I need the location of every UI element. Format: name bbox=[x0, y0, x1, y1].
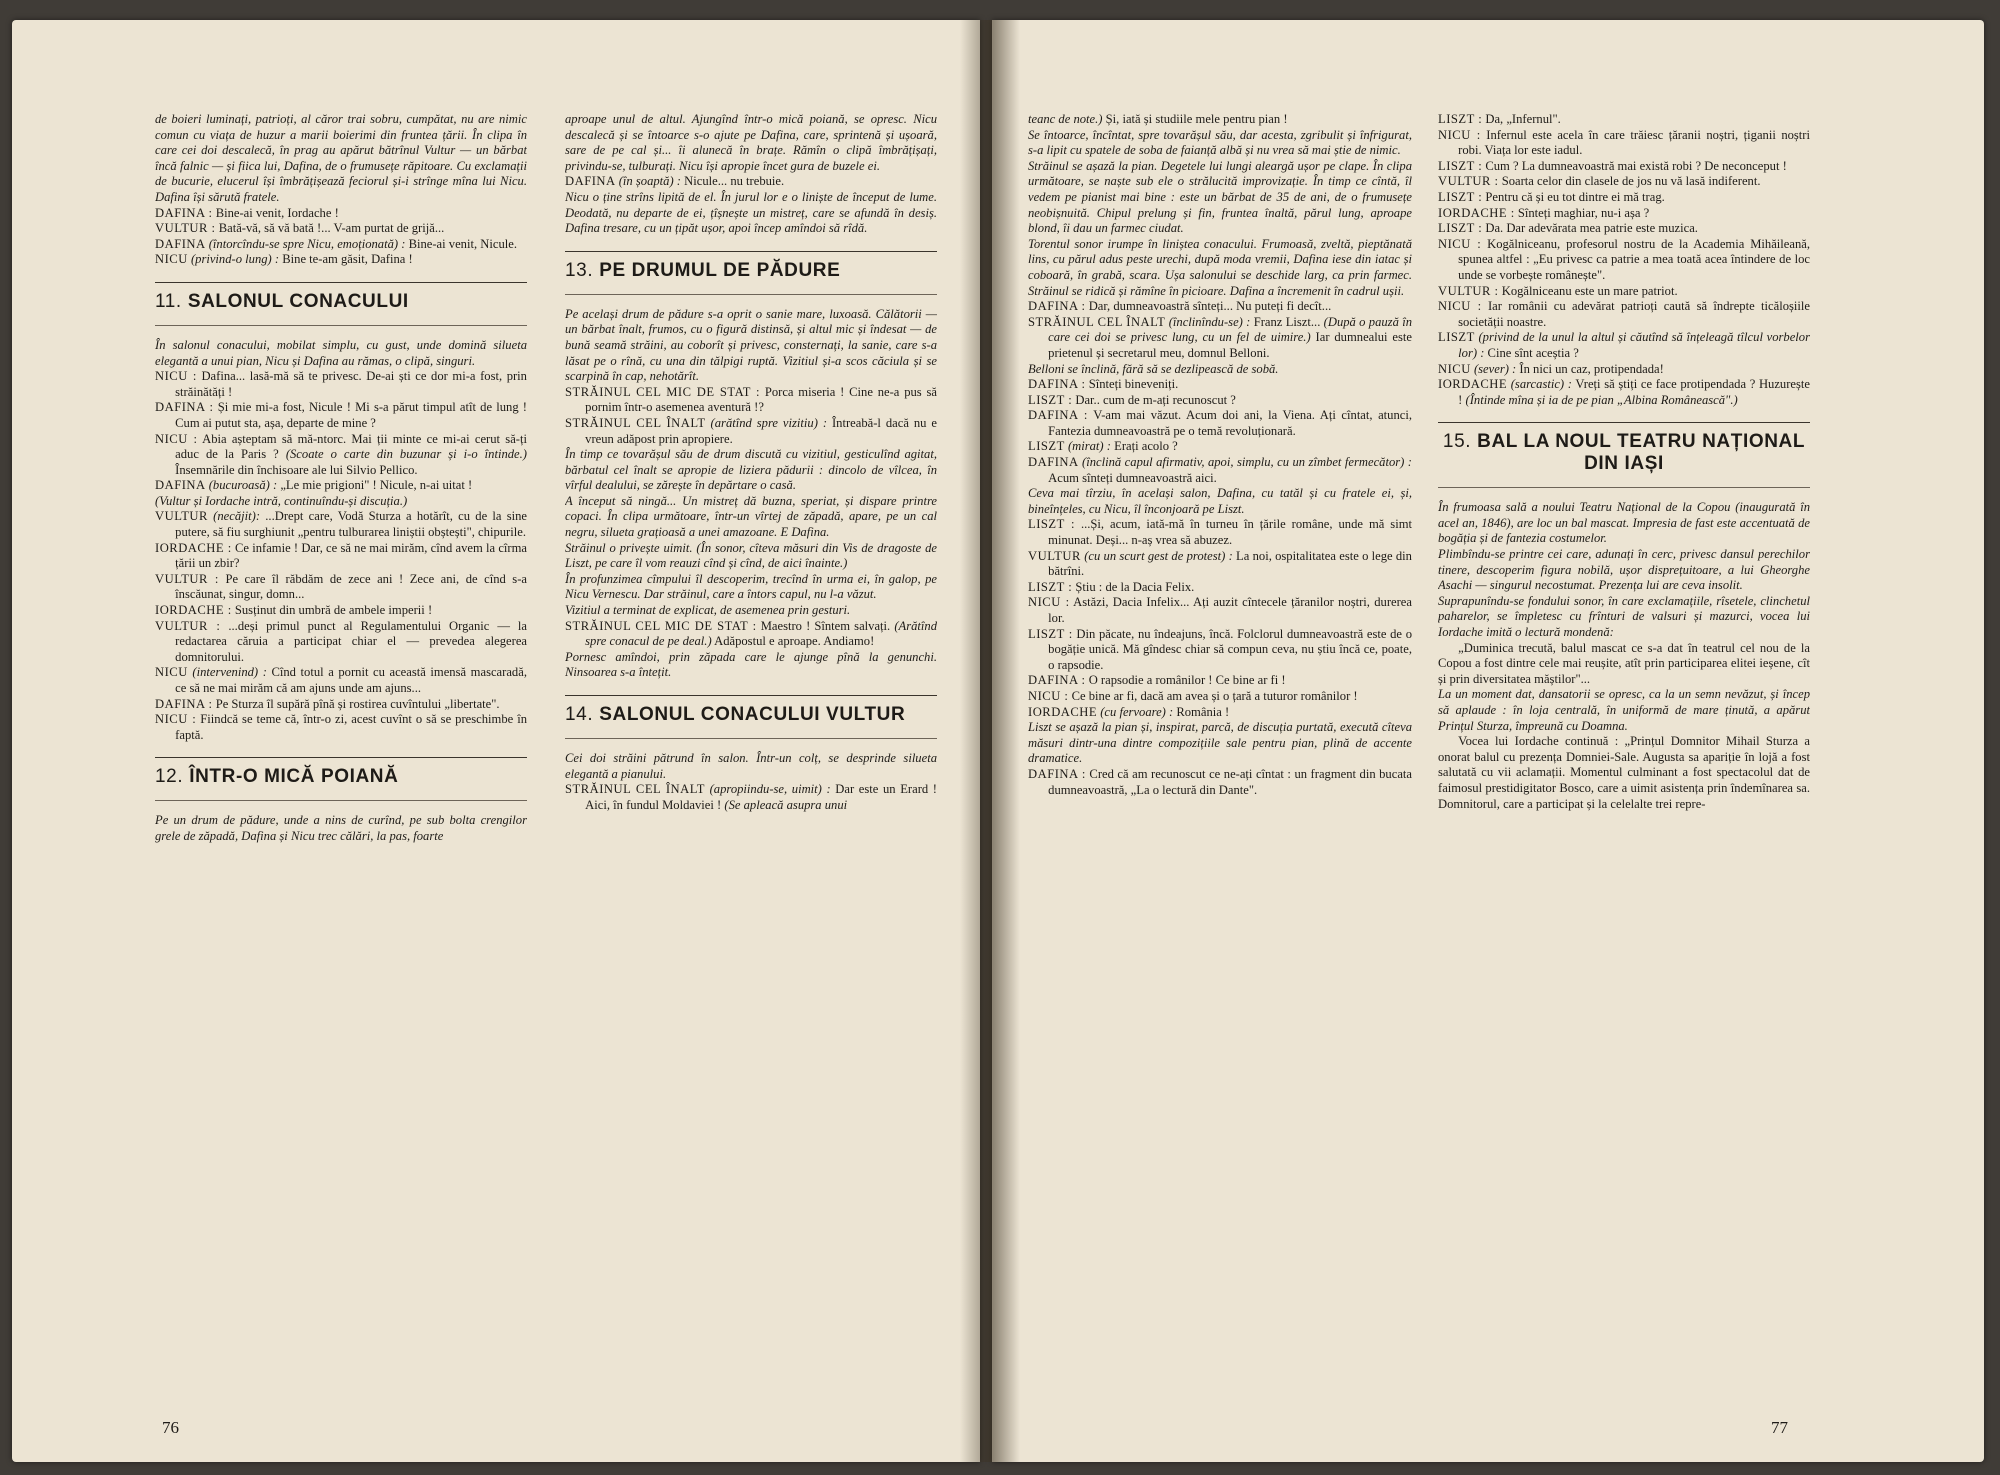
stage-direction-paragraph bbox=[155, 494, 527, 510]
stage-direction-paragraph bbox=[565, 447, 937, 494]
speaker-name: VULTUR : bbox=[155, 221, 216, 236]
dialogue-line bbox=[155, 603, 527, 619]
dialogue-text: Din păcate, nu îndeajuns, încă. Folclorul dumneavoastră este de o bogăție unică. Mă gîndesc chiar să compun ceva, nu știu încă ce, poate, o rapsodie. bbox=[1048, 626, 1412, 672]
dialogue-line bbox=[155, 206, 527, 222]
stage-direction-paragraph bbox=[1438, 547, 1810, 594]
speaker-name: NICU : bbox=[1028, 595, 1070, 610]
dialogue-line bbox=[1028, 580, 1412, 596]
speaker-name: VULTUR bbox=[155, 509, 208, 524]
stage-direction-paragraph bbox=[1438, 687, 1810, 734]
stage-direction-paragraph bbox=[565, 112, 937, 174]
dialogue-text: Kogălniceanu, profesorul nostru de la Academia Mihăileană, spunea altfel : „Eu privesc ca patrie a mea toată acea întindere de loc unde se vorbește românește". bbox=[1458, 236, 1810, 282]
speaker-name: VULTUR : bbox=[1438, 283, 1499, 298]
dialogue-text: Bine te-am găsit, Dafina ! bbox=[282, 252, 413, 267]
left-page-column-1 bbox=[155, 112, 527, 1392]
book-gutter bbox=[960, 20, 1020, 1462]
speaker-name: DAFINA : bbox=[1028, 673, 1086, 688]
speaker-name: NICU : bbox=[155, 369, 197, 384]
dialogue-text: „Le mie prigioni" ! Nicule, n-ai uitat ! bbox=[280, 478, 473, 493]
stage-direction: (privind-o lung) : bbox=[190, 252, 280, 267]
dialogue-text: ...Și, acum, iată-mă în turneu în țările române, unde mă simt minunat. Deși... n-aș vrea să abuzez. bbox=[1048, 517, 1412, 548]
stage-direction-text: Ceva mai tîrziu, în același salon, Dafina, cu tatăl și cu fratele ei, și, bineînțeles, cu Nicu, îl înconjoară pe Liszt. bbox=[1028, 486, 1412, 516]
section-title-text: SALONUL CONACULUI VULTUR bbox=[599, 704, 906, 725]
speaker-name: LISZT : bbox=[1028, 392, 1073, 407]
speaker-name: LISZT : bbox=[1028, 579, 1073, 594]
section-title bbox=[155, 291, 527, 326]
dialogue-text: Și mie mi-a fost, Nicule ! Mi s-a părut timpul atît de lung ! Cum ai putut sta, așa, departe de mine ? bbox=[175, 400, 527, 430]
section-number: 15. bbox=[1442, 431, 1472, 453]
dialogue-text: ...Drept care, Vodă Sturza a hotărît, cu de la sine putere, să fiu surghiunit „pentru tulburarea liniștii obștești", chipurile. bbox=[175, 509, 527, 540]
dialogue-line bbox=[1028, 627, 1412, 674]
dialogue-text: V-am mai văzut. Acum doi ani, la Viena. Ați cîntat, atunci, Fantezia dumneavoastră pe o temă revoluționară. bbox=[1048, 408, 1412, 438]
dialogue-line bbox=[1028, 549, 1412, 580]
dialogue-line bbox=[1028, 408, 1412, 439]
speaker-name: DAFINA bbox=[565, 174, 616, 189]
dialogue-line bbox=[155, 369, 527, 400]
speaker-name: LISZT bbox=[1028, 439, 1065, 454]
speaker-name: DAFINA : bbox=[1028, 299, 1086, 314]
dialogue-text: Dar este un Erard ! Aici, în fundul Moldaviei ! bbox=[585, 782, 937, 812]
dialogue-text: Fiindcă se teme că, într-o zi, acest cuvînt o să se preschimbe în faptă. bbox=[175, 712, 527, 742]
speaker-name: DAFINA : bbox=[1028, 408, 1088, 423]
speaker-name: DAFINA : bbox=[1028, 766, 1086, 781]
right-page-column-1 bbox=[1028, 112, 1412, 1392]
dialogue-line bbox=[1438, 377, 1810, 408]
stage-direction-paragraph bbox=[565, 603, 937, 619]
dialogue-text: Astăzi, Dacia Infelix... Ați auzit cîntecele țăranilor noștri, durerea lor. bbox=[1048, 595, 1412, 625]
section-number: 13. bbox=[565, 259, 594, 281]
speaker-name: DAFINA : bbox=[155, 696, 213, 711]
speaker-name: NICU : bbox=[1438, 127, 1481, 142]
speaker-name: IORDACHE : bbox=[155, 540, 232, 555]
dialogue-line bbox=[1028, 299, 1412, 315]
speaker-name: LISZT : bbox=[1438, 112, 1483, 126]
dialogue-text: Adăpostul e aproape. Andiamo! bbox=[714, 634, 875, 649]
dialogue-text: O rapsodie a românilor ! Ce bine ar fi ! bbox=[1088, 673, 1286, 688]
section-heading-block bbox=[155, 757, 527, 801]
dialogue-text: Maestro ! Sîntem salvați. bbox=[760, 618, 891, 633]
section-title-text: BAL LA NOUL TEATRU NAȚIONAL DIN IAȘI bbox=[1477, 431, 1806, 475]
dialogue-line bbox=[155, 697, 527, 713]
dialogue-text: Soarta celor din clasele de jos nu vă lasă indiferent. bbox=[1501, 174, 1761, 189]
right-page bbox=[992, 20, 1984, 1462]
speaker-name: NICU : bbox=[1438, 299, 1482, 314]
stage-direction: (Se apleacă asupra unui bbox=[724, 797, 848, 812]
stage-direction-text: teanc de note.) bbox=[1028, 112, 1103, 126]
dialogue-line bbox=[1438, 128, 1810, 159]
stage-direction-text: În salonul conacului, mobilat simplu, cu gust, unde domină silueta elegantă a unui pian, Nicu și Dafina au rămas, o clipă, singuri. bbox=[155, 337, 527, 368]
section-number: 14. bbox=[565, 704, 594, 725]
dialogue-text: Abia așteptam să mă-ntorc. Mai ții minte ce mi-ai cerut să-ți aduc de la Paris ? bbox=[175, 431, 527, 462]
stage-direction-text: Străinul se așază la pian. Degetele lui lungi aleargă ușor pe clape. În clipa următoare, se naște sub ele o strălucită improvizație. În timp ce cîntă, îl vedem pe pianist mai bine : este un bărbat de 35 de ani, de o frumusețe neobișnuită. Chipul prelung și fin, fruntea înaltă, părul lung, aproape blond, îi dau un farmec ciudat. bbox=[1028, 158, 1412, 236]
section-title bbox=[1438, 431, 1810, 488]
dialogue-text: Erați acolo ? bbox=[1114, 439, 1178, 454]
stage-direction-text: În frumoasa sală a noului Teatru Național de la Copou (inaugurată în acel an, 1846), are loc un bal mascat. Impresia de fast este accentuată de bogăția și de fantezia costumelor. bbox=[1438, 500, 1810, 546]
stage-direction: (apropiindu-se, uimit) : bbox=[709, 782, 831, 797]
dialogue-text: Cine sînt aceștia ? bbox=[1487, 345, 1579, 360]
dialogue-line bbox=[1028, 315, 1412, 362]
stage-direction-text: Suprapunîndu-se fondului sonor, în care exclamațiile, rîsetele, clinchetul paharelor, se împletesc cu frînturi de valsuri și mazurci, vocea lui Iordache imită o lectură mondenă: bbox=[1438, 593, 1810, 640]
section-title-text: PE DRUMUL DE PĂDURE bbox=[599, 259, 841, 281]
dialogue-line bbox=[1028, 673, 1412, 689]
stage-direction: (bucuroasă) : bbox=[208, 478, 278, 493]
dialogue-line bbox=[1028, 689, 1412, 705]
dialogue-line bbox=[155, 237, 527, 253]
dialogue-text: Bine-ai venit, Nicule. bbox=[408, 236, 517, 251]
speaker-name: STRĂINUL CEL ÎNALT bbox=[1028, 314, 1166, 329]
stage-direction-paragraph bbox=[1028, 486, 1412, 517]
section-title-text: SALONUL CONACULUI bbox=[187, 290, 409, 312]
speaker-name: NICU bbox=[1438, 361, 1471, 376]
dialogue-text: Infernul este acela în care trăiesc țăranii noștri, țiganii noștri robi. Viața lor este iadul. bbox=[1458, 127, 1810, 158]
narration-paragraph: Vocea lui Iordache continuă : „Prințul Domnitor Mihail Sturza a onorat balul cu prezența Domniei-Sale. Augusta sa apariție în lojă a fost salutată cu vii aclamații. Momentul culminant a fost spectacolul dat de faimosul prestidigitator Bosco, care a uimit asistența prin îndemînarea sa. Domnitorul, care a participat și la celelalte trei repre- bbox=[1438, 734, 1810, 811]
section-title bbox=[565, 260, 937, 295]
right-page-column-2 bbox=[1438, 112, 1810, 1392]
stage-direction: (Scoate o carte din buzunar și i-o întinde.) bbox=[285, 447, 527, 462]
stage-direction-paragraph bbox=[1028, 237, 1412, 299]
speaker-name: NICU bbox=[155, 252, 188, 267]
stage-direction: (Arătînd spre conacul de pe deal.) bbox=[585, 618, 937, 649]
stage-direction: (cu un scurt gest de protest) : bbox=[1084, 548, 1233, 563]
dialogue-line bbox=[1438, 206, 1810, 222]
stage-direction-paragraph bbox=[1028, 720, 1412, 767]
stage-direction: (necăjit): bbox=[213, 509, 261, 524]
stage-direction-text: Plimbîndu-se printre cei care, adunați în cerc, privesc dansul perechilor tinere, descoperim figura nobilă, ușor disprețuitoare, a lui Gheorghe Asachi — singurul necostumat. Prezența lui are ceva insolit. bbox=[1438, 547, 1810, 593]
dialogue-text: Dar, dumneavoastră sînteți... Nu puteți fi decît... bbox=[1088, 299, 1332, 314]
stage-direction: (înclină capul afirmativ, apoi, simplu, cu un zîmbet fermecător) : bbox=[1082, 455, 1412, 470]
section-number: 12. bbox=[155, 766, 184, 788]
stage-direction-text: Vizitiul a terminat de explicat, de asemenea prin gesturi. bbox=[565, 603, 851, 618]
stage-direction-text: Belloni se înclină, fără să se dezlipească de sobă. bbox=[1028, 361, 1279, 376]
dialogue-text: Ce bine ar fi, dacă am avea și o țară a tuturor românilor ! bbox=[1071, 688, 1358, 703]
stage-direction-paragraph bbox=[565, 190, 937, 237]
dialogue-text: Acum sînteți dumneavoastră aici. bbox=[1048, 470, 1217, 485]
left-page bbox=[12, 20, 980, 1462]
speaker-name: IORDACHE bbox=[1438, 377, 1508, 392]
stage-direction: (mirat) : bbox=[1067, 439, 1111, 454]
stage-direction-text: La un moment dat, dansatorii se opresc, ca la un semn nevăzut, și încep să aplaude : în loja centrală, în uniformă de mare ținută, a apărut Prințul Sturza, împreună cu Doamna. bbox=[1438, 687, 1810, 733]
speaker-name: IORDACHE : bbox=[155, 603, 232, 618]
dialogue-text: Cum ? La dumneavoastră mai există robi ? De neconceput ! bbox=[1485, 158, 1787, 173]
section-heading-block bbox=[565, 695, 937, 739]
dialogue-line bbox=[1438, 190, 1810, 206]
speaker-name: VULTUR bbox=[1028, 548, 1081, 563]
dialogue-text: Iar dumnealui este prietenul și secretarul meu, domnul Belloni. bbox=[1048, 330, 1412, 360]
dialogue-text: Porca miseria ! Cine ne-a pus să pornim într-o asemenea aventură !? bbox=[585, 384, 937, 415]
stage-direction-paragraph bbox=[565, 541, 937, 572]
speaker-name: DAFINA bbox=[1028, 455, 1079, 470]
dialogue-text: Dar.. cum de m-ați recunoscut ? bbox=[1075, 392, 1236, 407]
dialogue-line bbox=[155, 432, 527, 479]
dialogue-text: Bată-vă, să vă bată !... V-am purtat de grijă... bbox=[218, 221, 445, 236]
speaker-name: DAFINA bbox=[155, 236, 206, 251]
section-heading-block bbox=[155, 282, 527, 326]
speaker-name: NICU : bbox=[155, 712, 197, 727]
dialogue-line bbox=[155, 252, 527, 268]
dialogue-text: România ! bbox=[1176, 704, 1230, 719]
dialogue-text: Da. Dar adevărata mea patrie este muzica. bbox=[1485, 221, 1698, 236]
speaker-name: STRĂINUL CEL ÎNALT bbox=[565, 415, 706, 430]
stage-direction-paragraph bbox=[1028, 128, 1412, 159]
speaker-name: DAFINA : bbox=[155, 400, 214, 415]
stage-direction-paragraph bbox=[565, 751, 937, 782]
dialogue-line bbox=[155, 712, 527, 743]
dialogue-line bbox=[1438, 237, 1810, 284]
dialogue-text: Ce infamie ! Dar, ce să ne mai mirăm, cînd avem la cîrma țării un zbir? bbox=[175, 540, 527, 571]
speaker-name: VULTUR : bbox=[1438, 174, 1499, 189]
stage-direction-text: Străinul o privește uimit. (În sonor, cîteva măsuri din Vis de dragoste de Liszt, pe care îl vom reauzi cînd și cînd, de aici înainte.) bbox=[565, 540, 937, 571]
dialogue-text: La noi, ospitalitatea este o lege din bătrîni. bbox=[1048, 548, 1412, 579]
dialogue-text: În nici un caz, protipendada! bbox=[1519, 361, 1664, 376]
dialogue-text: Întreabă-l dacă nu e vreun adăpost prin apropiere. bbox=[585, 415, 937, 446]
dialogue-line bbox=[1028, 595, 1412, 626]
stage-direction: (cu fervoare) : bbox=[1100, 704, 1174, 719]
dialogue-text: Sînteți maghiar, nu-i așa ? bbox=[1517, 205, 1650, 220]
dialogue-text: Vreți să știți ce face protipendada ? Huzurește ! bbox=[1458, 377, 1810, 407]
dialogue-line bbox=[1028, 455, 1412, 486]
speaker-name: NICU : bbox=[155, 431, 198, 446]
speaker-name: STRĂINUL CEL MIC DE STAT : bbox=[565, 618, 757, 633]
dialogue-text: ...deși primul punct al Regulamentului Organic — la redactarea căruia a participat chiar el — prevedea alegerea domnitorului. bbox=[175, 618, 527, 664]
stage-direction-text: Pe același drum de pădure s-a oprit o sanie mare, luxoasă. Călătorii — un bărbat înalt, frumos, cu o figură distinsă, și altul mic și îndesat — de bună seamă străini, au coborît și privesc, consternați, la sanie, care s-a lăsat pe o rînă, cu una din tălpigi ruptă. Vizitiul și-a scos căciula și se scarpină în cap, nehotărît. bbox=[565, 306, 937, 384]
dialogue-line bbox=[155, 572, 527, 603]
speaker-name: VULTUR : bbox=[155, 618, 221, 633]
dialogue-line bbox=[155, 478, 527, 494]
speaker-name: STRĂINUL CEL MIC DE STAT : bbox=[565, 384, 761, 399]
stage-direction: (intervenind) : bbox=[192, 665, 267, 680]
dialogue-line bbox=[565, 619, 937, 650]
stage-direction-text: Nicu o ține strîns lipită de el. În jurul lor e o liniște de început de lume. Deodată, nu departe de ei, țîșnește un mistreț, care se afundă în desiș. Dafina tresare, cu un țipăt ușor, apoi încep amîndoi să rîdă. bbox=[565, 189, 937, 236]
dialogue-text: Iar românii cu adevărat patrioți caută să îndrepte ticăloșiile societății noastre. bbox=[1458, 299, 1810, 329]
dialogue-text: Însemnările din închisoare ale lui Silvio Pellico. bbox=[175, 462, 418, 477]
speaker-name: DAFINA : bbox=[1028, 377, 1086, 392]
speaker-name: IORDACHE bbox=[1028, 704, 1098, 719]
stage-direction: (După o pauză în care cei doi se privesc lung, cu un fel de uimire.) bbox=[1048, 314, 1412, 345]
speaker-name: NICU : bbox=[1438, 236, 1482, 251]
stage-direction-paragraph bbox=[1028, 362, 1412, 378]
left-page-column-2 bbox=[565, 112, 937, 1392]
stage-direction-text: Cei doi străini pătrund în salon. Într-un colț, se desprinde silueta elegantă a pianului. bbox=[565, 751, 937, 781]
speaker-name: DAFINA bbox=[155, 478, 206, 493]
stage-direction: (sarcastic) : bbox=[1510, 377, 1572, 392]
stage-direction: (întorcîndu-se spre Nicu, emoționată) : bbox=[208, 236, 406, 251]
page-number-right: 77 bbox=[1771, 1418, 1788, 1437]
stage-direction: (Întinde mîna și ia de pe pian „Albina Românească".) bbox=[1465, 392, 1738, 407]
speaker-name: NICU bbox=[155, 665, 188, 680]
dialogue-line bbox=[1028, 377, 1412, 393]
dialogue-text: Știu : de la Dacia Felix. bbox=[1075, 579, 1195, 594]
dialogue-line bbox=[565, 782, 937, 813]
stage-direction-text: Pe un drum de pădure, unde a nins de curînd, pe sub bolta crengilor grele de zăpadă, Dafina și Nicu trec călări, la pas, foarte bbox=[155, 813, 527, 843]
dialogue-text: Pentru că și eu tot dintre ei mă trag. bbox=[1485, 189, 1665, 204]
dialogue-line bbox=[155, 221, 527, 237]
dialogue-line bbox=[1438, 299, 1810, 330]
dialogue-line bbox=[565, 416, 937, 447]
section-title bbox=[565, 704, 937, 739]
stage-direction-paragraph bbox=[565, 572, 937, 603]
dialogue-line bbox=[1438, 221, 1810, 237]
dialogue-line bbox=[1028, 705, 1412, 721]
speaker-name: VULTUR : bbox=[155, 571, 219, 586]
dialogue-text: Dafina... lasă-mă să te privesc. De-ai ști ce dor mi-a fost, prin străinătăți ! bbox=[175, 369, 527, 399]
page-number-left: 76 bbox=[162, 1418, 179, 1437]
stage-direction: (în șoaptă) : bbox=[618, 174, 681, 189]
stage-direction: (înclinîndu-se) : bbox=[1168, 314, 1251, 329]
stage-direction-paragraph bbox=[1438, 500, 1810, 547]
stage-direction-paragraph bbox=[1438, 594, 1810, 641]
stage-direction-paragraph bbox=[1028, 112, 1412, 128]
dialogue-line bbox=[1438, 362, 1810, 378]
dialogue-line bbox=[155, 541, 527, 572]
speaker-name: LISZT : bbox=[1028, 626, 1073, 641]
dialogue-line bbox=[1028, 439, 1412, 455]
stage-direction-paragraph: Pornesc amîndoi, prin zăpada care le ajunge pînă la genunchi. Ninsoarea s-a întețit. bbox=[565, 649, 937, 680]
dialogue-text: Kogălniceanu este un mare patriot. bbox=[1501, 283, 1678, 298]
stage-direction-text: aproape unul de altul. Ajungînd într-o mică poiană, se opresc. Nicu descalecă și se întoarce s-o ajute pe Dafina, care, sprintenă și ușoară, sare de pe cal și... îi alunecă în brațe. Rămîn o clipă îmbrățișați, privindu-se, tulburați. Nicu își apropie încet gura de buzele ei. bbox=[565, 112, 937, 173]
dialogue-text: Da, „Infernul". bbox=[1485, 112, 1561, 126]
section-title bbox=[155, 766, 527, 801]
dialogue-line bbox=[1438, 112, 1810, 128]
stage-direction-paragraph bbox=[155, 813, 527, 844]
stage-direction-paragraph bbox=[155, 112, 527, 206]
dialogue-line bbox=[1438, 174, 1810, 190]
dialogue-line bbox=[1028, 767, 1412, 798]
speaker-name: STRĂINUL CEL ÎNALT bbox=[565, 782, 705, 797]
speaker-name: DAFINA : bbox=[155, 205, 213, 220]
narration-paragraph: „Duminica trecută, balul mascat ce s-a dat în teatrul cel nou de la Copou a fost dintre cele mai reușite, atît prin participarea elitei ieșene, cît și prin diversitatea măștilor"... bbox=[1438, 640, 1810, 686]
dialogue-line bbox=[155, 665, 527, 696]
dialogue-line bbox=[565, 174, 937, 190]
dialogue-text: Și, iată și studiile mele pentru pian ! bbox=[1105, 112, 1288, 126]
speaker-name: LISZT : bbox=[1438, 189, 1483, 204]
stage-direction-paragraph bbox=[1028, 159, 1412, 237]
stage-direction: (arătînd spre vizitiu) : bbox=[710, 415, 828, 430]
dialogue-line bbox=[155, 400, 527, 431]
stage-direction-text: În profunzimea cîmpului îl descoperim, trecînd în urma ei, în galop, pe Nicu Vernescu. Dar străinul, care a întors capul, nu l-a văzut. bbox=[565, 571, 937, 602]
dialogue-text: Franz Liszt... bbox=[1253, 314, 1321, 329]
dialogue-line bbox=[155, 619, 527, 666]
stage-direction-paragraph bbox=[565, 307, 937, 385]
dialogue-line bbox=[565, 385, 937, 416]
speaker-name: NICU : bbox=[1028, 688, 1069, 703]
speaker-name: IORDACHE : bbox=[1438, 205, 1515, 220]
stage-direction: (sever) : bbox=[1473, 361, 1517, 376]
speaker-name: LISZT : bbox=[1028, 517, 1076, 532]
dialogue-line bbox=[155, 509, 527, 540]
section-title-text: ÎNTR-O MICĂ POIANĂ bbox=[189, 766, 399, 788]
stage-direction-text: A început să ningă... Un mistreț dă buzna, speriat, și dispare printre copaci. În clipa următoare, într-un vîrtej de zăpadă, apare, pe un cal negru, silueta grațioasă a unei amazoane. E Dafina. bbox=[565, 493, 937, 540]
section-heading-block bbox=[565, 251, 937, 295]
stage-direction-text: Liszt se așază la pian și, inspirat, parcă, de discuția purtată, execută cîteva măsuri dintr-una dintre compozițiile sale pentru pian, plină de accente dramatice. bbox=[1028, 720, 1412, 766]
dialogue-text: Cînd totul a pornit cu această imensă mascaradă, ce să ne mai mirăm că am ajuns unde am ajuns... bbox=[175, 665, 527, 695]
stage-direction: (privind de la unul la altul și căutînd să înțeleagă tîlcul vorbelor lor) : bbox=[1458, 330, 1810, 360]
stage-direction-text: de boieri luminați, patrioți, al căror trai sobru, cumpătat, nu are nimic comun cu viața de huzur a marii boierimi din fruntea țării. În clipa în care cei doi descalecă, în prag au apărut bătrînul Vultur — un bărbat încă falnic — și fiica lui, Dafina, de o frumusețe răpitoare. Cu exclamații de bucurie, elucerul își îmbrățișează feciorul și-i strînge mîna lui Nicu. Dafina își sărută fratele. bbox=[155, 112, 527, 204]
dialogue-text: Bine-ai venit, Iordache ! bbox=[215, 205, 339, 220]
dialogue-line bbox=[1438, 284, 1810, 300]
dialogue-text: Pe Sturza îl supără pînă și rostirea cuvîntului „libertate". bbox=[215, 696, 500, 711]
stage-direction-text: Se întoarce, încîntat, spre tovarășul său, dar acesta, zgribulit și înfrigurat, s-a lipit cu spatele de soba de faianță albă și nu vrea să mai știe de nimic. bbox=[1028, 127, 1412, 158]
section-heading-block bbox=[1438, 422, 1810, 488]
stage-direction-paragraph bbox=[565, 494, 937, 541]
dialogue-line bbox=[1028, 393, 1412, 409]
dialogue-text: Sînteți bineveniți. bbox=[1088, 377, 1179, 392]
dialogue-line bbox=[1438, 330, 1810, 361]
dialogue-line bbox=[1028, 517, 1412, 548]
stage-direction-text: (Vultur și Iordache intră, continuîndu-și discuția.) bbox=[155, 493, 408, 508]
speaker-name: LISZT bbox=[1438, 330, 1475, 345]
dialogue-text: Susținut din umbră de ambele imperii ! bbox=[234, 603, 433, 618]
stage-direction-text: Torentul sonor irumpe în liniștea conacului. Frumoasă, zveltă, pieptănată lins, cu părul adus peste urechi, după moda vremii, Dafina iese din iatac și coboară, în grabă, scara. Ușa salonului se deschide larg, ca prin farmec. Străinul se ridică și rămîne în picioare. Dafina a încremenit în cadrul ușii. bbox=[1028, 236, 1412, 298]
speaker-name: LISZT : bbox=[1438, 221, 1483, 236]
dialogue-text: Cred că am recunoscut ce ne-ați cîntat : un fragment din bucata dumneavoastră, „La o lectură din Dante". bbox=[1048, 766, 1412, 797]
dialogue-line bbox=[1438, 159, 1810, 175]
stage-direction-text: În timp ce tovarășul său de drum discută cu vizitiul, gesticulînd agitat, bărbatul cel înalt se apropie de liziera pădurii : dincolo de vîlcea, în vîrful dealului, se zărește în depărtare o casă. bbox=[565, 447, 937, 493]
stage-direction-paragraph bbox=[155, 338, 527, 369]
dialogue-text: Nicule... nu trebuie. bbox=[684, 174, 785, 189]
speaker-name: LISZT : bbox=[1438, 158, 1483, 173]
dialogue-text: Pe care îl răbdăm de zece ani ! Zece ani, de cînd s-a înscăunat, singur, domn... bbox=[175, 571, 527, 602]
section-number: 11. bbox=[155, 290, 182, 312]
